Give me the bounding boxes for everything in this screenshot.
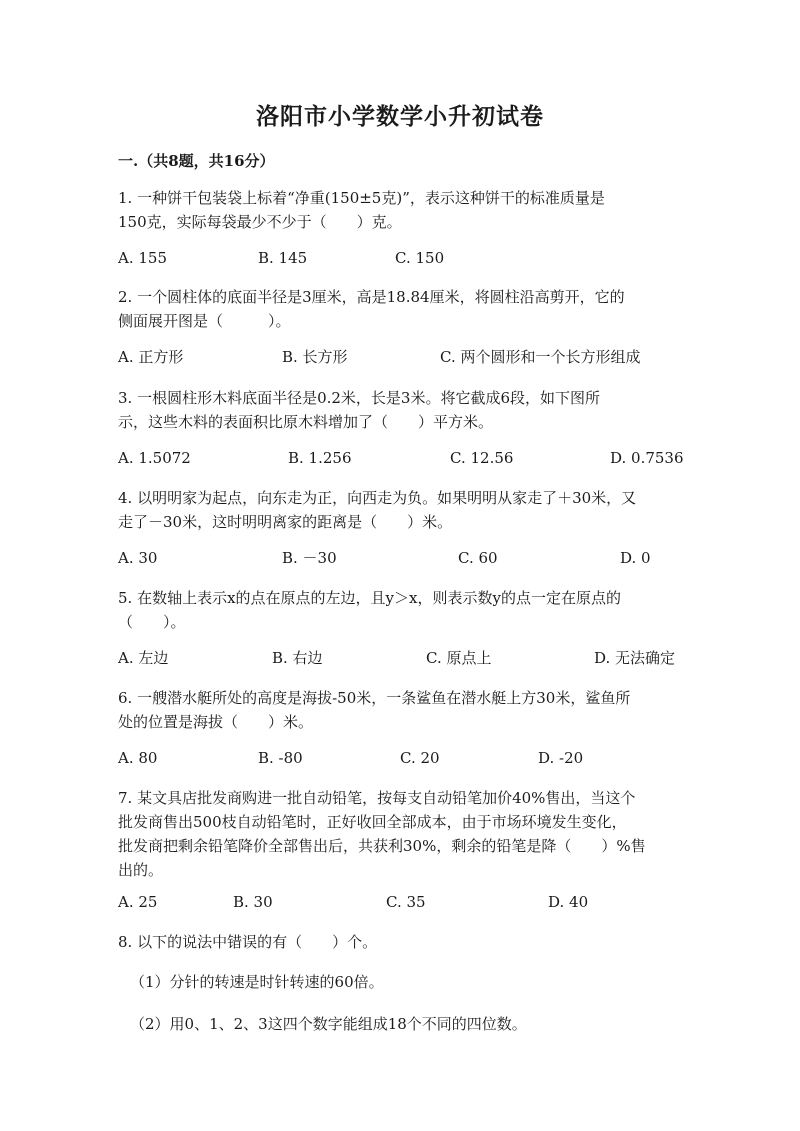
option-c[interactable]: C. 12.56: [450, 449, 514, 467]
question-7: [118, 786, 684, 882]
option-c[interactable]: C. 两个圆形和一个长方形组成: [440, 348, 641, 366]
option-d[interactable]: D. -20: [538, 749, 584, 767]
question-5: [118, 586, 684, 634]
question-1-options: [118, 246, 684, 270]
option-b[interactable]: B. 长方形: [282, 348, 348, 366]
question-line: 2. 一个圆柱体的底面半径是3厘米，高是18.84厘米，将圆柱沿高剪开，它的: [118, 288, 625, 306]
question-line: 1. 一种饼干包装袋上标着“净重(150±5克)”，表示这种饼干的标准质量是: [118, 189, 605, 207]
option-d[interactable]: D. 0: [620, 549, 651, 567]
question-line: 3. 一根圆柱形木料底面半径是0.2米，长是3米。将它截成6段，如下图所: [118, 389, 601, 407]
question-7-options: [118, 890, 684, 914]
option-a[interactable]: A. 左边: [118, 649, 169, 667]
option-b[interactable]: B. 1.256: [288, 449, 352, 467]
question-line: 5. 在数轴上表示x的点在原点的左边，且y＞x，则表示数y的点一定在原点的: [118, 589, 621, 607]
question-line: 示，这些木料的表面积比原木料增加了（ ）平方米。: [118, 413, 494, 431]
option-a[interactable]: A. 25: [118, 893, 158, 911]
question-4-options: [118, 546, 684, 570]
option-c[interactable]: C. 20: [400, 749, 440, 767]
option-b[interactable]: B. －30: [282, 549, 337, 567]
option-b[interactable]: B. 30: [233, 893, 273, 911]
question-line: 侧面展开图是（ ）。: [118, 312, 291, 330]
option-a[interactable]: A. 正方形: [118, 348, 184, 366]
question-line: 7. 某文具店批发商购进一批自动铅笔，按每支自动铅笔加价40%售出，当这个: [118, 789, 636, 807]
question-line: 6. 一艘潜水艇所处的高度是海拔-50米，一条鲨鱼在潜水艇上方30米，鲨鱼所: [118, 689, 631, 707]
question-line: 4. 以明明家为起点，向东走为正，向西走为负。如果明明从家走了＋30米，又: [118, 489, 637, 507]
option-c[interactable]: C. 35: [386, 893, 426, 911]
question-line: 出的。: [118, 861, 164, 879]
question-2: [118, 285, 684, 333]
question-8: [118, 930, 684, 954]
option-c[interactable]: C. 60: [458, 549, 498, 567]
question-4: [118, 486, 684, 534]
question-line: （ ）。: [118, 613, 186, 631]
option-d[interactable]: D. 无法确定: [594, 649, 676, 667]
option-b[interactable]: B. 145: [258, 249, 308, 267]
option-a[interactable]: A. 30: [118, 549, 158, 567]
option-a[interactable]: A. 1.5072: [118, 449, 191, 467]
option-d[interactable]: D. 0.7536: [610, 449, 684, 467]
option-b[interactable]: B. -80: [258, 749, 303, 767]
option-a[interactable]: A. 155: [118, 249, 167, 267]
question-3-options: [118, 446, 684, 470]
question-line: 处的位置是海拔（ ）米。: [118, 713, 314, 731]
question-line: 批发商把剩余铅笔降价全部售出后，共获利30%，剩余的铅笔是降（ ）%售: [118, 837, 646, 855]
question-line: 8. 以下的说法中错误的有（ ）个。: [118, 933, 378, 951]
option-b[interactable]: B. 右边: [272, 649, 323, 667]
question-6: [118, 686, 684, 734]
option-c[interactable]: C. 150: [395, 249, 445, 267]
question-6-options: [118, 746, 684, 770]
section-heading: 一.（共8题，共16分）: [118, 152, 275, 170]
question-line: 走了－30米，这时明明离家的距离是（ ）米。: [118, 513, 453, 531]
statement-2: （2）用0、1、2、3这四个数字能组成18个不同的四位数。: [130, 1015, 527, 1033]
statement-1: （1）分针的转速是时针转速的60倍。: [130, 973, 384, 991]
question-line: 批发商售出500枝自动铅笔时，正好收回全部成本，由于市场环境发生变化，: [118, 813, 627, 831]
question-3: [118, 386, 684, 434]
page-title: 洛阳市小学数学小升初试卷: [256, 103, 544, 130]
option-a[interactable]: A. 80: [118, 749, 158, 767]
option-c[interactable]: C. 原点上: [426, 649, 492, 667]
question-5-options: [118, 646, 684, 670]
question-2-options: [118, 345, 684, 369]
question-1: [118, 186, 684, 234]
option-d[interactable]: D. 40: [548, 893, 589, 911]
question-line: 150克，实际每袋最少不少于（ ）克。: [118, 213, 402, 231]
